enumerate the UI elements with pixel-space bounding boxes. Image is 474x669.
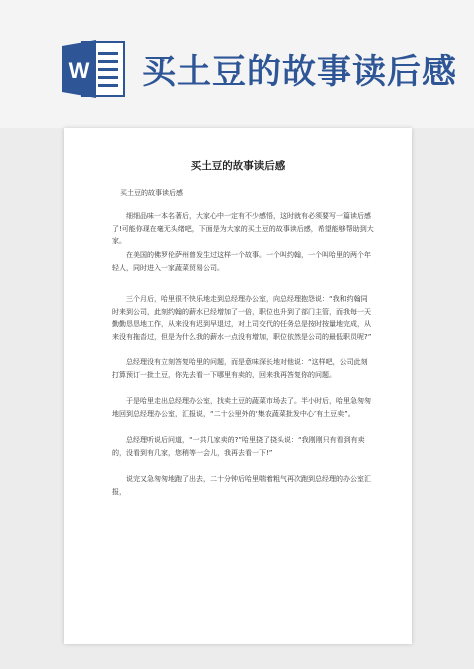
document-page bbox=[64, 128, 412, 644]
paragraph-5: 于是哈里走出总经理办公室，找卖土豆的蔬菜市场去了。半小时后，哈里急匆匆地回到总经理办公室，汇报说，“二十公里外的‘集农蔬菜批发中心’有土豆卖”。 bbox=[112, 397, 371, 418]
paragraph-7: 说完又急匆匆地跑了出去，二十分钟后哈里喘着粗气再次跑到总经理的办公室汇报， bbox=[112, 475, 371, 496]
document-subtitle: 买土豆的故事读后感 bbox=[120, 189, 183, 197]
header-banner bbox=[0, 0, 474, 128]
banner-title: 买土豆的故事读后感 bbox=[142, 52, 457, 92]
word-document-icon bbox=[60, 36, 126, 102]
paragraph-2: 在美国的佛罗伦萨州曾发生过这样一个故事。一个叫约翰，一个叫哈里的两个年轻人，同时进入一家蔬菜贸易公司。 bbox=[112, 251, 371, 272]
word-logo-letter: W bbox=[68, 58, 90, 83]
paragraph-4: 总经理没有立刻答复哈里的问题，而是意味深长地对他说：“这样吧，公司此刻打算预订一批土豆，你先去看一下哪里有卖的，回来我再答复你的问题。 bbox=[112, 358, 368, 379]
paragraph-3: 三个月后，哈里很不快乐地走到总经理办公室，向总经理抱怨说：“我和约翰同时来到公司，此刻约翰的薪水已经增加了一倍，职位也升到了部门主管，而我每一天勤勤恳恳地工作，从来没有迟到早退过，对上司交代的任务总是按时按量地完成，从来没有拖沓过，但是为什么我的薪水一点没有增加，职位依然是公司的最低职员呢?” bbox=[112, 295, 372, 341]
document-title: 买土豆的故事读后感 bbox=[190, 160, 286, 172]
paragraph-1: 细细品味一本名著后，大家心中一定有不少感悟，这时就有必须要写一篇读后感了!可能你现在毫无头绪吧，下面是为大家的买土豆的故事读后感，希望能够帮助到大家。 bbox=[112, 212, 374, 245]
paragraph-6: 总经理听说后问道，“一共几家卖的?”哈里挠了挠头说：“我刚刚只有看到有卖的，没看到有几家，您稍等一会儿，我再去看一下!” bbox=[112, 436, 365, 457]
